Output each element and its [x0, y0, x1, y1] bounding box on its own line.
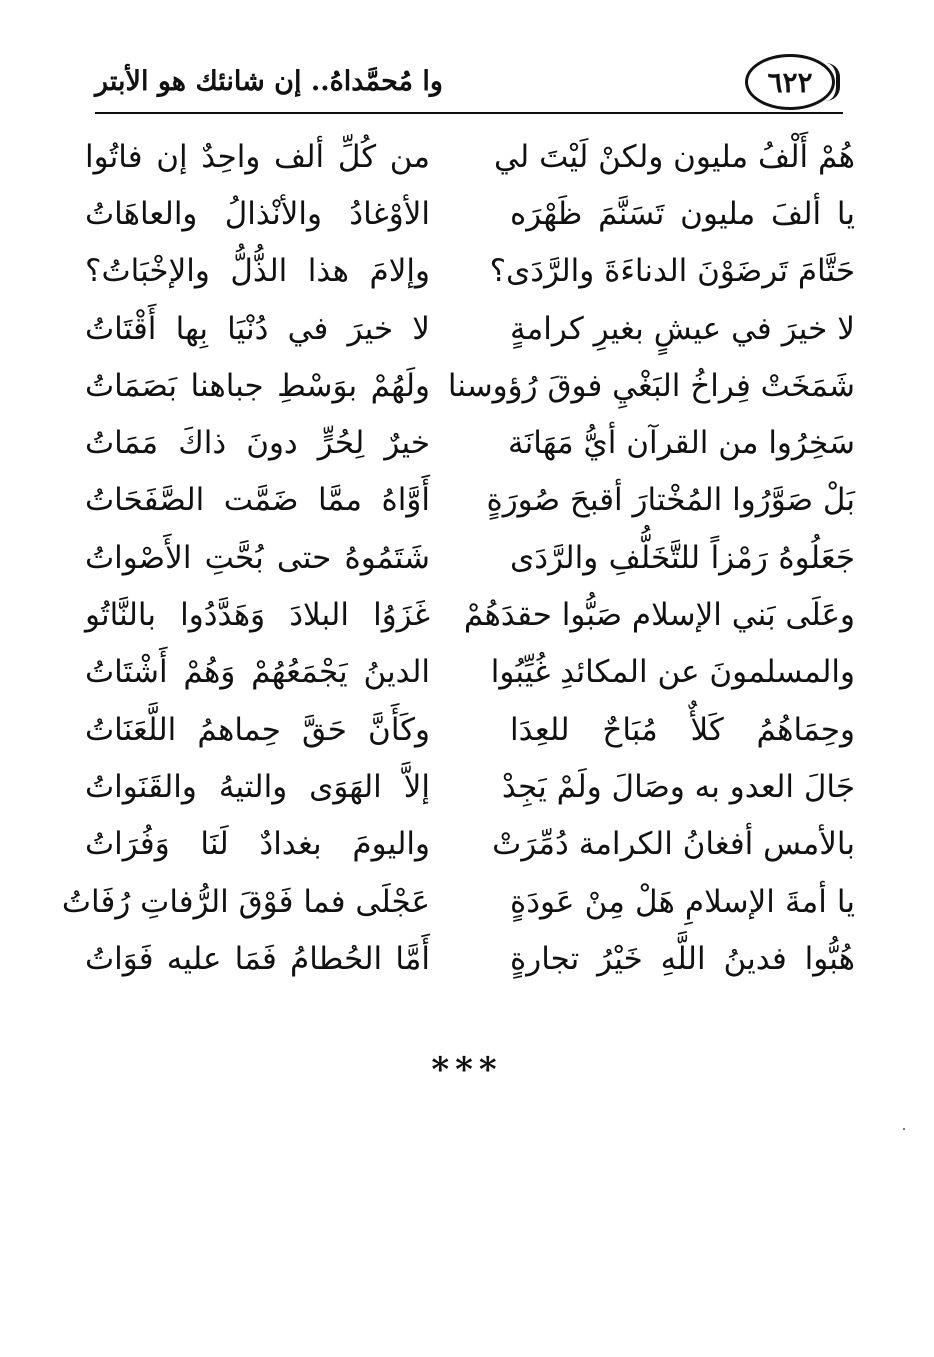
verse-line	[85, 357, 855, 414]
scan-speck	[903, 1128, 905, 1130]
verse-line	[85, 243, 855, 300]
verse-right-hemistich: هُبُّوا فدينُ اللَّهِ خَيْرُ تجارةٍ	[510, 940, 855, 977]
verse-left-hemistich: غَزَوُا البلادَ وَهَدَّدُوا بالنَّاتُو	[85, 597, 430, 634]
running-title: وا مُحمَّداهُ.. إن شانئك هو الأبتر	[95, 66, 443, 97]
verse-right-hemistich: هُمْ أَلْفُ مليون ولكنْ لَيْتَ لي	[493, 138, 855, 175]
verse-left-hemistich: من كُلِّ ألف واحِدٌ إن فاتُوا	[85, 138, 430, 175]
verse-right-hemistich: وعَلَى بَني الإسلام صَبُّوا حقدَهُمْ	[463, 597, 855, 634]
verse-right-hemistich: والمسلمونَ عن المكائدِ غُيِّبُوا	[490, 654, 855, 691]
verse-left-hemistich: ولَهُمْ بوَسْطِ جباهنا بَصَمَاتُ	[85, 367, 430, 404]
verse-left-hemistich: أَوَّاهُ ممَّا ضَمَّت الصَّفَحَاتُ	[85, 482, 430, 519]
verse-line	[85, 128, 855, 185]
verse-right-hemistich: حَتَّامَ تَرضَوْنَ الدناءَةَ والرَّدَى؟	[489, 253, 855, 290]
verse-line	[85, 185, 855, 242]
verse-right-hemistich: بَلْ صَوَّرُوا المُخْتارَ أقبحَ صُورَةٍ	[486, 482, 855, 519]
page-header	[95, 52, 843, 116]
verse-line	[85, 414, 855, 471]
verse-line	[85, 472, 855, 529]
verse-line	[85, 644, 855, 701]
header-divider	[95, 112, 843, 114]
verse-right-hemistich: يا ألفَ مليون تَسَنَّمَ ظَهْرَه	[510, 195, 855, 232]
verse-line	[61, 873, 855, 930]
verse-line	[85, 586, 855, 643]
verse-line	[85, 701, 855, 758]
verse-left-hemistich: الأوْغادُ والأنْذالُ والعاهَاتُ	[85, 195, 430, 232]
verse-left-hemistich: شَتَمُوهُ حتى بُحَّتِ الأَصْواتُ	[85, 539, 430, 576]
verse-line	[85, 930, 855, 987]
verse-left-hemistich: إلاَّ الهَوَى والتيهُ والقَنَواتُ	[85, 768, 430, 805]
verse-right-hemistich: سَخِرُوا من القرآن أيُّ مَهَانَة	[508, 425, 855, 462]
verse-right-hemistich: لا خيرَ في عيشٍ بغيرِ كرامةٍ	[510, 310, 855, 347]
verse-line	[85, 758, 855, 815]
verse-right-hemistich: يا أمةَ الإسلامِ هَلْ مِنْ عَودَةٍ	[510, 883, 855, 920]
verse-left-hemistich: عَجْلَى فما فَوْقَ الرُّفاتِ رُفَاتُ	[61, 883, 430, 920]
verse-left-hemistich: واليومَ بغدادٌ لَنَا وَفُرَاتُ	[85, 826, 430, 863]
verse-left-hemistich: لا خيرَ في دُنْيَا بِها أَقْتَاتُ	[85, 310, 430, 347]
page-number: ٦٢٢	[745, 54, 835, 110]
verse-right-hemistich: جَالَ العدو به وصَالَ ولَمْ يَجِدْ	[501, 768, 855, 805]
verse-line	[85, 529, 855, 586]
verse-right-hemistich: وحِمَاهُمُ كَلأٌ مُبَاحٌ للعِدَا	[510, 711, 855, 748]
verse-line	[85, 300, 855, 357]
verse-right-hemistich: بالأمس أفغانُ الكرامة دُمِّرَتْ	[492, 826, 855, 863]
poem-body	[61, 128, 855, 987]
verse-left-hemistich: وإلامَ هذا الذُّلُّ والإخْبَاتُ؟	[85, 253, 430, 290]
verse-left-hemistich: الدينُ يَجْمَعُهُمْ وَهُمْ أَشْتَاتُ	[85, 654, 430, 691]
verse-left-hemistich: خيرٌ لِحُرٍّ دونَ ذاكَ مَمَاتُ	[85, 425, 430, 462]
section-separator: ***	[431, 1050, 503, 1090]
verse-right-hemistich: شَمَخَتْ فِراخُ البَغْيِ فوقَ رُؤوسنا	[447, 367, 855, 404]
verse-left-hemistich: وكَأَنَّ حَقَّ حِماهمُ اللَّعَنَاتُ	[85, 711, 430, 748]
verse-line	[85, 816, 855, 873]
verse-right-hemistich: جَعَلُوهُ رَمْزاً للتَّخَلُّفِ والرَّدَى	[510, 539, 855, 576]
verse-left-hemistich: أَمَّا الحُطامُ فَمَا عليه فَوَاتُ	[85, 940, 430, 977]
